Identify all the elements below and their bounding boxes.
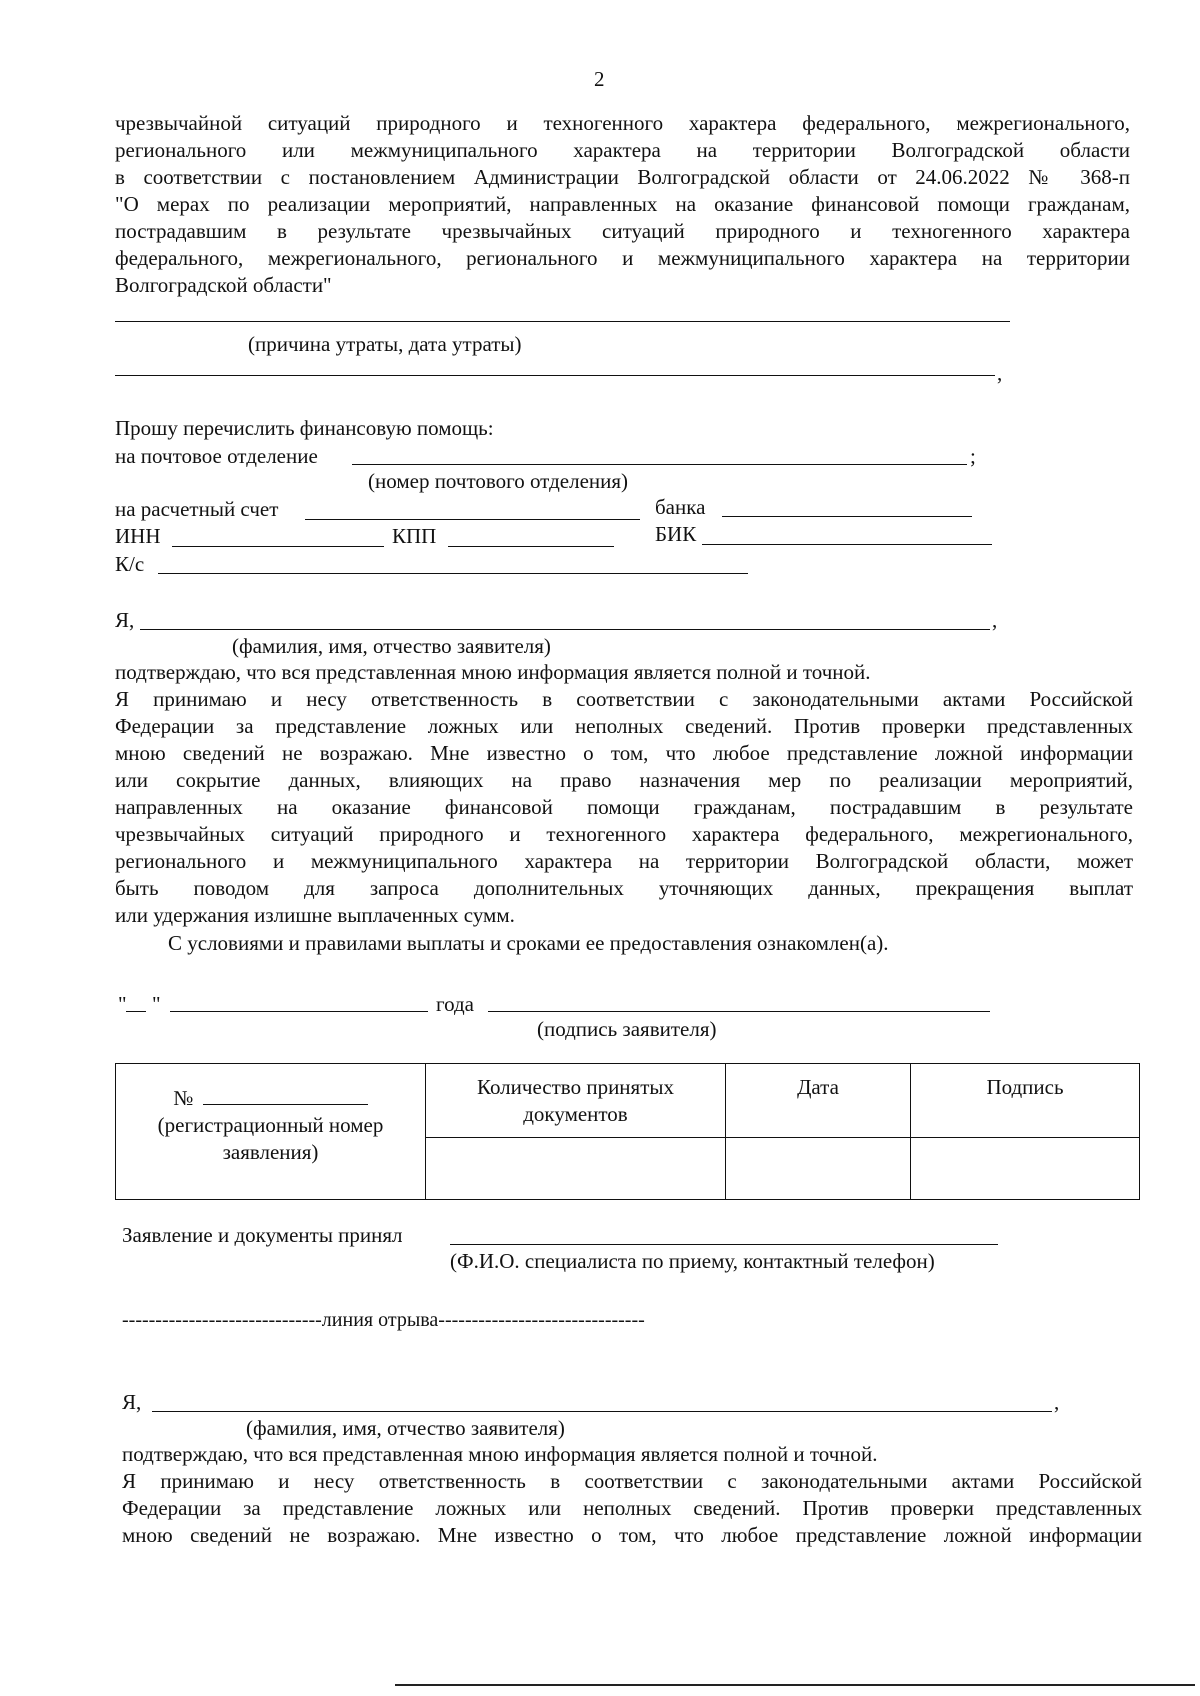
year-word: года — [436, 992, 474, 1016]
header-signature: Подпись — [911, 1064, 1140, 1138]
intro-line: чрезвычайной ситуаций природного и техногенного характера федерального, межрегионального, — [115, 111, 1130, 135]
bank-field[interactable] — [722, 516, 972, 517]
declaration-line: регионального и межмуниципального характера на территории Волгоградской области, может — [115, 849, 1133, 873]
signature-caption: (подпись заявителя) — [537, 1017, 717, 1041]
month-field[interactable] — [170, 1011, 428, 1012]
bik-label: БИК — [655, 522, 697, 546]
transfer-heading: Прошу перечислить финансовую помощь: — [115, 416, 494, 440]
quote-close: " — [152, 992, 161, 1016]
intro-line: пострадавшим в результате чрезвычайных ситуаций природного и техногенного характера — [115, 219, 1130, 243]
kpp-label: КПП — [392, 524, 437, 548]
declaration-line: быть поводом для запроса дополнительных уточняющих данных, прекращения выплат — [115, 876, 1133, 900]
declaration-line: или удержания излишне выплаченных сумм. — [115, 903, 515, 927]
applicant-name-field[interactable] — [140, 629, 990, 630]
applicant-prefix: Я, — [115, 608, 135, 632]
intro-line: регионального или межмуниципального характера на территории Волгоградской области — [115, 138, 1130, 162]
declaration-line: или сокрытие данных, влияющих на право назначения мер по реализации мероприятий, — [115, 768, 1133, 792]
declaration-line: направленных на оказание финансовой помощи гражданам, пострадавшим в результате — [115, 795, 1133, 819]
accepted-by-field[interactable] — [450, 1244, 998, 1245]
declaration2-paragraph — [122, 1441, 1142, 1549]
acquainted-statement: С условиями и правилами выплаты и сроками ее предоставления ознакомлен(а). — [168, 931, 889, 955]
scan-edge-line — [395, 1684, 1195, 1686]
loss-reason-caption: (причина утраты, дата утраты) — [248, 332, 522, 356]
account-label: на расчетный счет — [115, 497, 279, 521]
intro-line: Волгоградской области" — [115, 273, 332, 297]
declaration2-line: Я принимаю и несу ответственность в соответствии с законодательными актами Российской — [122, 1469, 1142, 1493]
kpp-field[interactable] — [448, 546, 614, 547]
post-office-field[interactable] — [352, 464, 967, 465]
registration-number-row — [124, 1084, 417, 1112]
applicant2-name-field[interactable] — [152, 1411, 1052, 1412]
declaration-line: Федерации за представление ложных или неполных сведений. Против проверки представленных — [115, 714, 1133, 738]
intro-line: федерального, межрегионального, регионального и межмуниципального характера на территории — [115, 246, 1130, 270]
accepted-label: Заявление и документы принял — [122, 1223, 403, 1247]
header-date: Дата — [726, 1064, 911, 1138]
inn-label: ИНН — [115, 524, 161, 548]
registration-number-cell[interactable] — [116, 1064, 426, 1200]
signature-field[interactable] — [488, 1011, 990, 1012]
comma: , — [1054, 1390, 1060, 1414]
ks-label: К/с — [115, 552, 145, 576]
loss-reason-field-2[interactable] — [115, 375, 995, 376]
registration-number-caption: (регистрационный номер заявления) — [157, 1113, 384, 1164]
date-cell[interactable] — [726, 1138, 911, 1200]
semicolon: ; — [970, 444, 976, 468]
comma: , — [997, 361, 1003, 385]
ks-field[interactable] — [158, 573, 748, 574]
bank-label: банка — [655, 495, 706, 519]
tear-line: ------------------------------линия отрыва------------------------------- — [122, 1309, 645, 1331]
inn-field[interactable] — [172, 546, 384, 547]
declaration2-line: мною сведений не возражаю. Мне известно о том, что любое представление ложной информации — [122, 1523, 1142, 1547]
post-office-label: на почтовое отделение — [115, 444, 318, 468]
comma: , — [992, 608, 998, 632]
signature-cell[interactable] — [911, 1138, 1140, 1200]
applicant2-caption: (фамилия, имя, отчество заявителя) — [246, 1416, 565, 1440]
declaration-paragraph — [115, 659, 1133, 929]
number-sign: № — [173, 1086, 194, 1110]
declaration-line: чрезвычайных ситуаций природного и техногенного характера федерального, межрегионального, — [115, 822, 1133, 846]
post-office-caption: (номер почтового отделения) — [368, 469, 629, 493]
intro-line: "О мерах по реализации мероприятий, направленных на оказание финансовой помощи гражданам, — [115, 192, 1130, 216]
declaration-line: подтверждаю, что вся представленная мною информация является полной и точной. — [115, 660, 871, 684]
applicant-caption: (фамилия, имя, отчество заявителя) — [232, 634, 551, 658]
intro-line: в соответствии с постановлением Администрации Волгоградской области от 24.06.2022 № 368-п — [115, 165, 1130, 189]
page-number: 2 — [594, 67, 605, 91]
registration-number-field[interactable] — [203, 1084, 368, 1105]
intro-paragraph — [115, 110, 1130, 299]
registration-table — [115, 1063, 1140, 1200]
header-docs-count: Количество принятых документов — [426, 1064, 726, 1138]
declaration2-line: подтверждаю, что вся представленная мною информация является полной и точной. — [122, 1442, 878, 1466]
declaration2-line: Федерации за представление ложных или неполных сведений. Против проверки представленных — [122, 1496, 1142, 1520]
accepted-caption: (Ф.И.О. специалиста по приему, контактный телефон) — [450, 1249, 935, 1273]
declaration-line: Я принимаю и несу ответственность в соответствии с законодательными актами Российской — [115, 687, 1133, 711]
declaration-line: мною сведений не возражаю. Мне известно о том, что любое представление ложной информации — [115, 741, 1133, 765]
day-field[interactable] — [126, 1011, 146, 1012]
bik-field[interactable] — [702, 544, 992, 545]
loss-reason-field-1[interactable] — [115, 321, 1010, 322]
applicant2-prefix: Я, — [122, 1390, 142, 1414]
docs-count-cell[interactable] — [426, 1138, 726, 1200]
account-field[interactable] — [305, 519, 640, 520]
quote-open: " — [118, 992, 127, 1016]
